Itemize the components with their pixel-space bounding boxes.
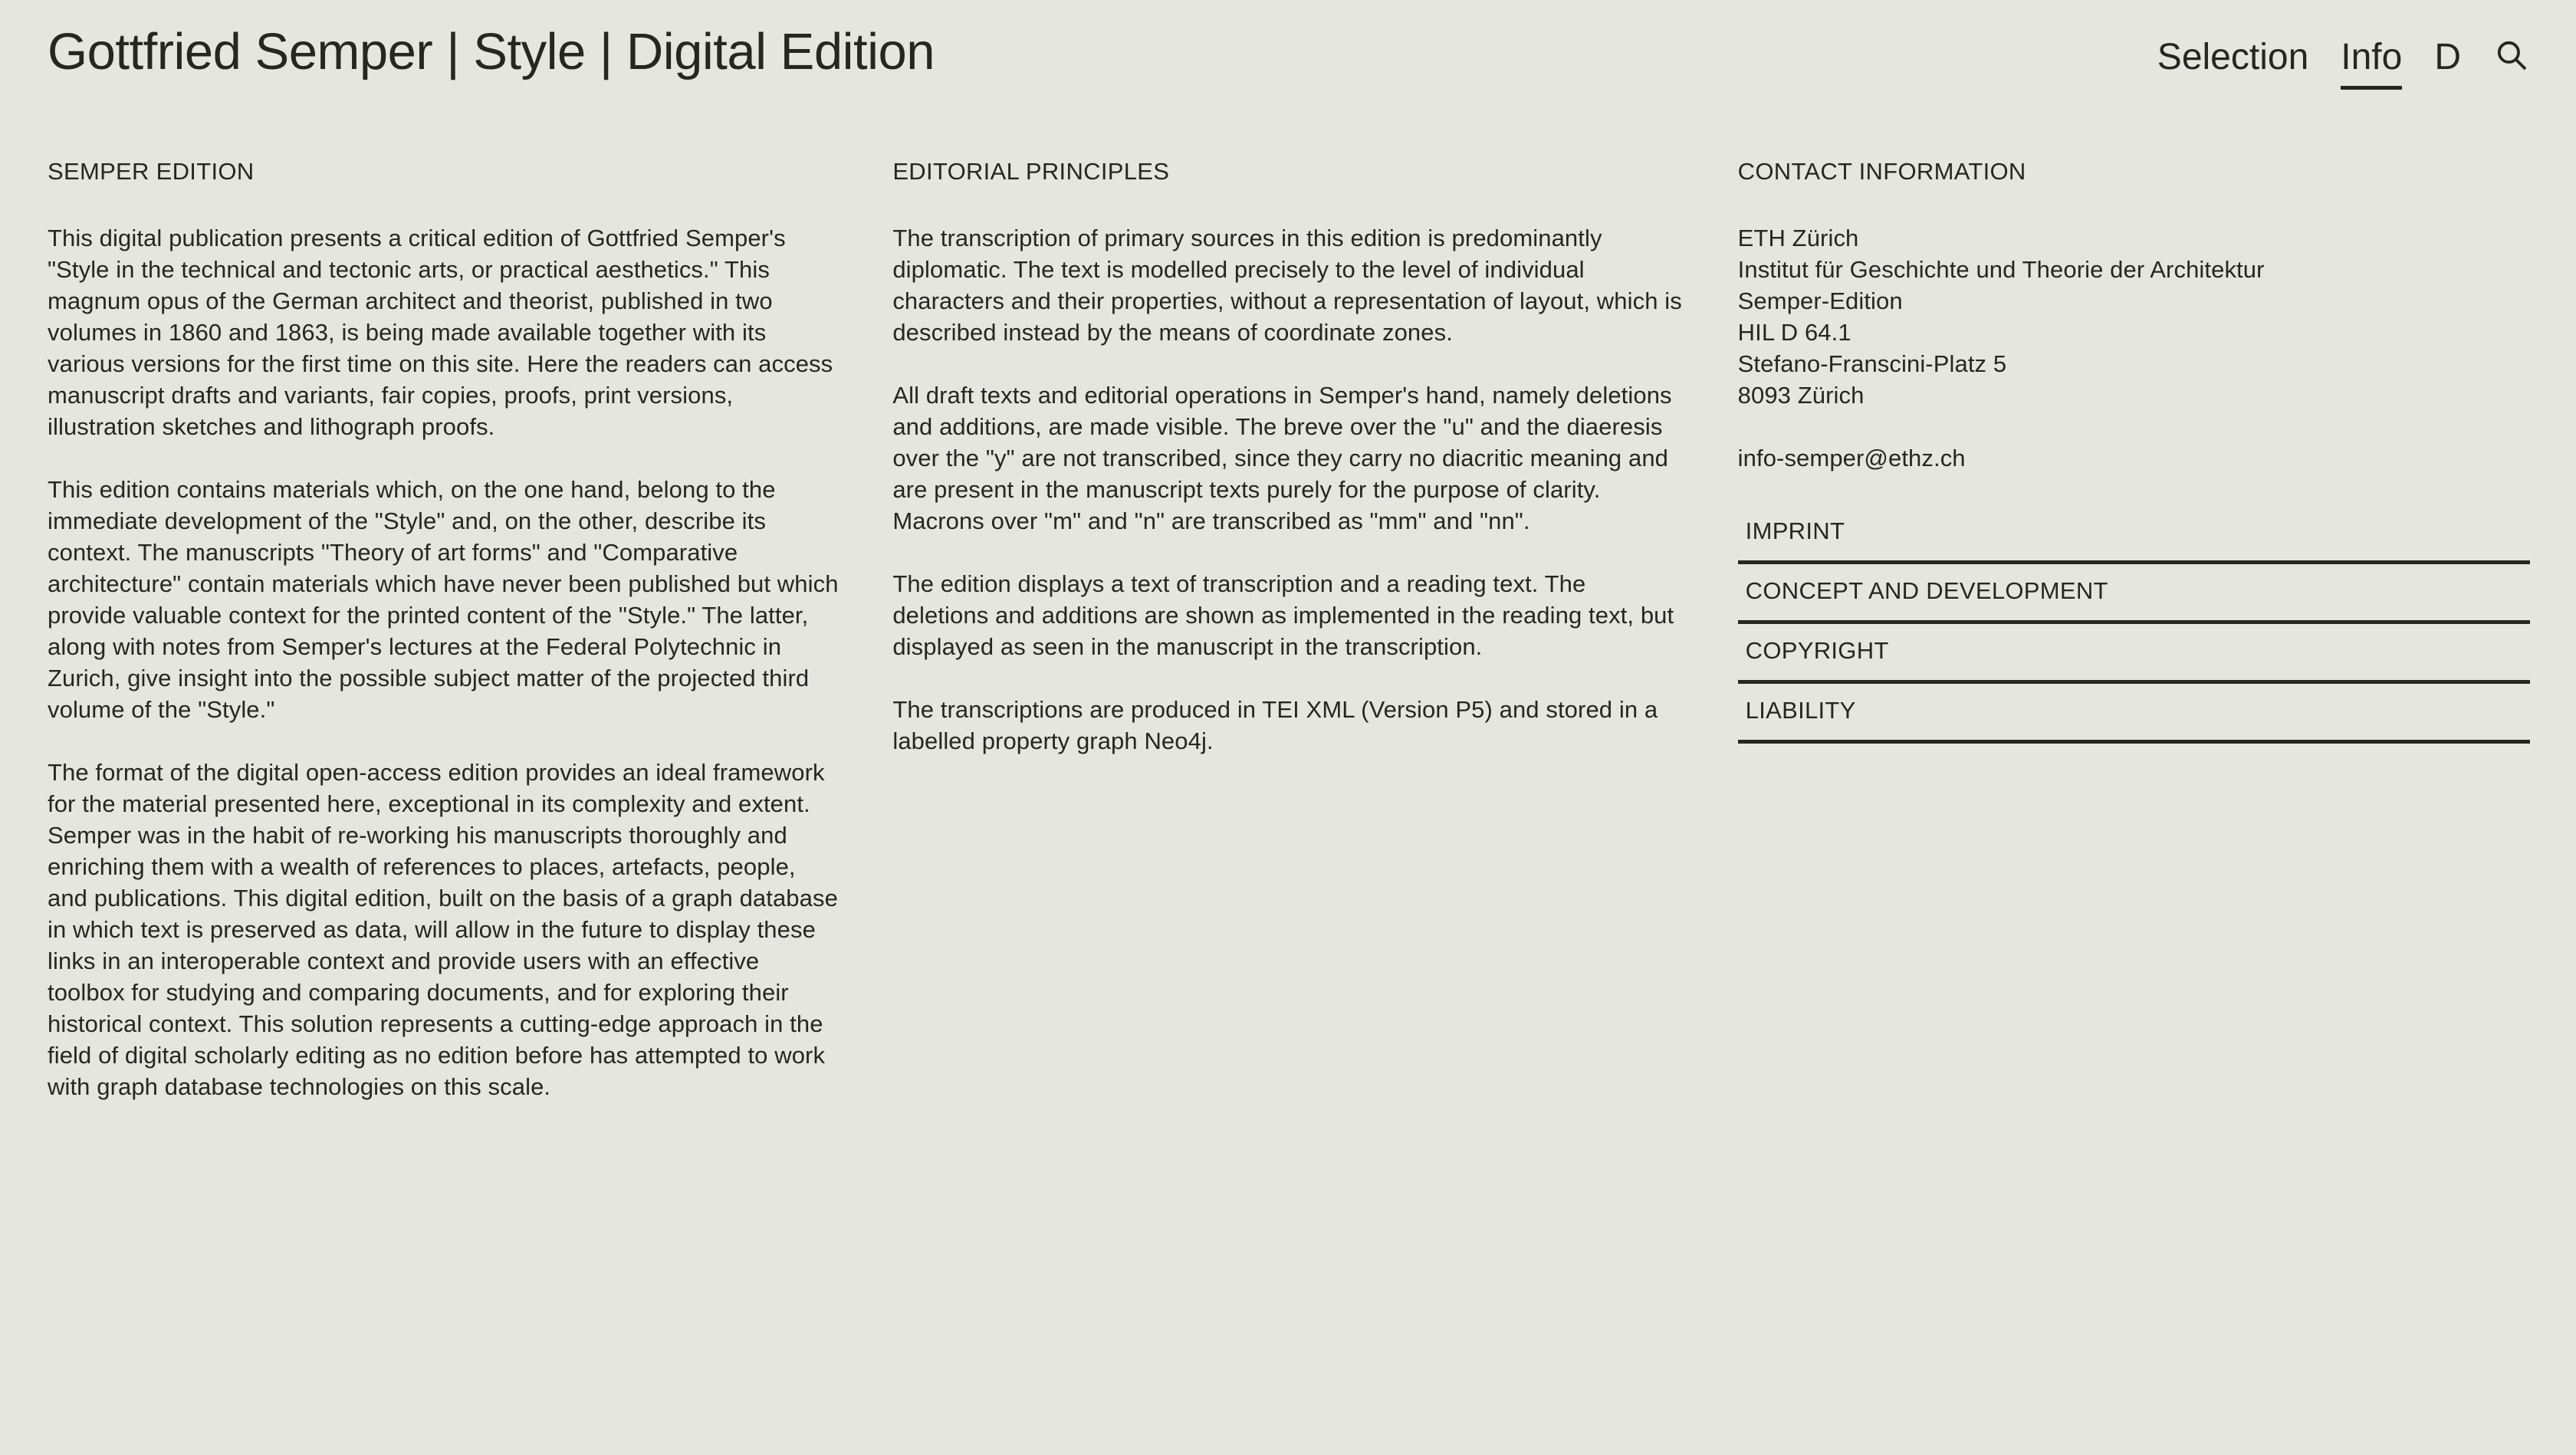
address-line-institute: Institut für Geschichte und Theorie der Architektur xyxy=(1737,255,2265,283)
editorial-principles-heading: EDITORIAL PRINCIPLES xyxy=(892,157,1170,185)
contact-address xyxy=(1738,222,2530,411)
semper-edition-paragraph: The format of the digital open-access edition provides an ideal framework for the material presented here, exceptional in its complexity and extent. Semper was in the habit of re-working his manuscripts thoroughly and enriching them with a wealth of references to places, artefacts, people, and publications. This digital edition, built on the basis of a graph database in which text is preserved as data, will allow in the future to display these links in an interoperable context and provide users with an effective toolbox for studying and comparing documents, and for exploring their historical context. This solution represents a cutting-edge approach in the field of digital scholarly editing as no edition before has attempted to work with graph database technologies on this scale. xyxy=(48,758,838,1100)
editorial-principles-paragraph: The transcriptions are produced in TEI XML (Version P5) and stored in a labelled property graph Neo4j. xyxy=(892,695,1658,754)
section-editorial-principles xyxy=(892,156,1684,1102)
editorial-principles-paragraph: The transcription of primary sources in this edition is predominantly diplomatic. The text is modelled precisely to the level of individual characters and their properties, without a representation of layout, which is described instead by the means of coordinate zones. xyxy=(892,224,1682,346)
search-icon[interactable] xyxy=(2493,37,2530,74)
nav-item-info[interactable]: Info xyxy=(2341,38,2402,90)
header xyxy=(0,0,2576,90)
editorial-principles-paragraph: All draft texts and editorial operations in Semper's hand, namely deletions and additions, are made visible. The breve over the "u" and the diaeresis over the "y" are not transcribed, since they carry no diacritic meaning and are present in the manuscript texts purely for the purpose of clarity. Macrons over "m" and "n" are transcribed as "mm" and "nn". xyxy=(892,381,1672,534)
nav-item-language-toggle[interactable]: D xyxy=(2434,37,2461,77)
main-nav xyxy=(2157,32,2530,90)
link-item-copyright[interactable]: COPYRIGHT xyxy=(1738,624,2530,684)
semper-edition-heading: SEMPER EDITION xyxy=(48,157,255,185)
page-title: Gottfried Semper | Style | Digital Edition xyxy=(48,23,935,80)
address-line-street: Stefano-Franscini-Platz 5 xyxy=(1737,350,2007,377)
nav-item-selection[interactable]: Selection xyxy=(2157,37,2309,77)
section-contact-information xyxy=(1738,156,2530,1102)
link-item-imprint[interactable]: IMPRINT xyxy=(1738,504,2530,564)
contact-information-heading: CONTACT INFORMATION xyxy=(1737,157,2026,185)
link-item-concept-and-development[interactable]: CONCEPT AND DEVELOPMENT xyxy=(1738,564,2530,624)
semper-edition-paragraph: This edition contains materials which, on the one hand, belong to the immediate development of the "Style" and, on the other, describe its context. The manuscripts "Theory of art forms" and "Comparative architecture" contain materials which have never been published but which provide valuable context for the printed content of the "Style." The latter, along with notes from Semper's lectures at the Federal Polytechnic in Zurich, give insight into the possible subject matter of the projected third volume of the "Style." xyxy=(48,475,839,723)
section-semper-edition xyxy=(48,156,840,1102)
address-line-room: HIL D 64.1 xyxy=(1737,318,1852,346)
address-line-institution: ETH Zürich xyxy=(1737,224,1859,251)
link-item-liability[interactable]: LIABILITY xyxy=(1738,684,2530,744)
content xyxy=(0,156,2576,1102)
address-line-city: 8093 Zürich xyxy=(1737,381,1865,409)
address-line-department: Semper-Edition xyxy=(1737,287,1903,314)
editorial-principles-paragraph: The edition displays a text of transcription and a reading text. The deletions and additions are shown as implemented in the reading text, but displayed as seen in the manuscript in the transcription. xyxy=(892,570,1674,660)
email-link[interactable]: info-semper@ethz.ch xyxy=(1737,444,1966,471)
contact-links-list xyxy=(1738,504,2530,744)
semper-edition-paragraph: This digital publication presents a critical edition of Gottfried Semper's "Style in the technical and tectonic arts, or practical aesthetics." This magnum opus of the German architect and theorist, published in two volumes in 1860 and 1863, is being made available together with its various versions for the first time on this site. Here the readers can access manuscript drafts and variants, fair copies, proofs, print versions, illustration sketches and lithograph proofs. xyxy=(48,224,833,440)
